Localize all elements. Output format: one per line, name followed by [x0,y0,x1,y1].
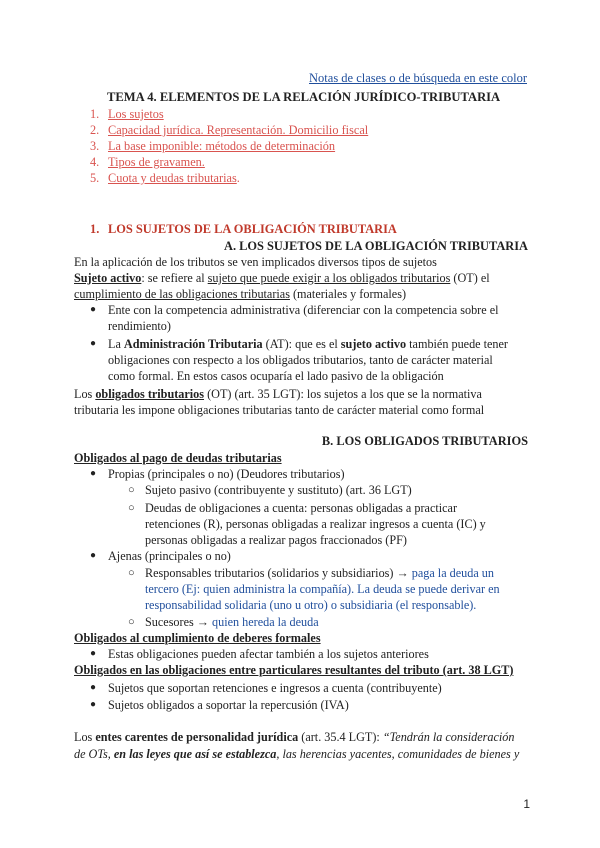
text: Responsables tributarios (solidarios y subsidiarios) [145,566,397,580]
circle-bullet-icon: ○ [128,502,135,514]
header-note: Notas de clases o de búsqueda en este color [309,71,527,85]
toc-number: 3. [90,139,100,153]
sub-bullet-text: retenciones (R), personas obligadas a realizar ingresos a cuenta (IC) y [145,517,486,531]
text: Los [74,730,96,744]
section-number: 1. [90,222,100,236]
class-note: paga la deuda un [408,566,494,580]
text: (art. 35.4 LGT): [298,730,383,744]
text: : se refiere al [141,271,208,285]
heading-obligados-pago: Obligados al pago de deudas tributarias [74,451,282,465]
quote-text: “Tendrán la consideración [382,730,515,744]
bullet-icon: ● [90,699,97,710]
toc-number: 1. [90,107,100,121]
bold-term: Administración Tributaria [123,337,263,351]
intro-paragraph: En la aplicación de los tributos se ven implicados diversos tipos de sujetos [74,255,437,269]
toc-link[interactable]: Capacidad jurídica. Representación. Domicilio fiscal [108,123,369,137]
underlined-text: sujeto que puede exigir a los obligados tributarios [207,271,451,285]
sub-bullet-text [145,565,494,581]
sujeto-activo-line-1 [74,270,490,286]
toc-item-2[interactable] [90,122,368,138]
sujeto-activo-line-2 [74,286,406,302]
circle-bullet-icon: ○ [128,484,135,496]
term-sujeto-activo: Sujeto activo [74,271,142,285]
bold-quote-text: en las leyes que así se establezca [113,747,277,761]
sub-bullet-text: Sujeto pasivo (contribuyente y sustituto) (art. 36 LGT) [145,483,412,497]
toc-item-1[interactable] [90,106,164,122]
subsection-heading-a: A. LOS SUJETOS DE LA OBLIGACIÓN TRIBUTARIA [224,239,528,253]
bullet-icon: ● [90,648,97,659]
bullet-text: obligaciones con respecto a los obligados tributarios, tanto de carácter material [108,353,493,367]
text: también puede tener [406,337,508,351]
arrow-right-icon: → [196,615,209,629]
page-number: 1 [523,797,530,811]
class-note: responsabilidad solidaria (uno u otro) o subsidiaria (el responsable). [145,598,477,612]
bold-term: sujeto activo [340,337,407,351]
circle-bullet-icon: ○ [128,616,135,628]
text: (AT): que es el [262,337,341,351]
entes-paragraph-line-2 [74,746,519,762]
class-note: tercero (Ej: quien administra la compañía). La deuda se puede derivar en [145,582,500,596]
bullet-icon: ● [90,682,97,693]
text: La [108,337,124,351]
toc-number: 2. [90,123,100,137]
toc-item-3[interactable] [90,138,335,154]
bullet-text: rendimiento) [108,319,171,333]
toc-suffix: . [236,171,240,185]
bullet-text: Propias (principales o no) (Deudores tributarios) [108,467,345,481]
subsection-heading-b: B. LOS OBLIGADOS TRIBUTARIOS [321,434,528,448]
bullet-text: Ente con la competencia administrativa (diferenciar con la competencia sobre el [108,303,499,317]
bullet-text: como formal. En estos casos ocuparía el lado pasivo de la obligación [108,369,444,383]
text: Sucesores [145,615,197,629]
bullet-text: Estas obligaciones pueden afectar también a los sujetos anteriores [108,647,429,661]
toc-link[interactable]: Los sujetos [108,107,164,121]
text: Los [74,387,96,401]
page-title: TEMA 4. ELEMENTOS DE LA RELACIÓN JURÍDICO-TRIBUTARIA [107,90,501,104]
bold-term: entes carentes de personalidad jurídica [95,730,299,744]
toc-number: 5. [90,171,100,185]
underlined-text: cumplimiento de las obligaciones tributarias [74,287,290,301]
bullet-text: Sujetos obligados a soportar la repercusión (IVA) [108,698,349,712]
bullet-icon: ● [90,468,97,479]
text: (OT) el [450,271,490,285]
sub-bullet-text [145,614,319,630]
circle-bullet-icon: ○ [128,567,135,579]
sub-bullet-text: personas obligadas a realizar pagos fraccionados (PF) [145,533,407,547]
toc-number: 4. [90,155,100,169]
bullet-icon: ● [90,550,97,561]
bullet-text [108,336,508,352]
quote-text: de OTs, [74,747,114,761]
text: (OT) (art. 35 LGT): los sujetos a los que se la normativa [204,387,482,401]
obligados-paragraph-line-1 [74,386,482,402]
toc-link[interactable]: Tipos de gravamen. [108,155,205,169]
toc-link[interactable]: La base imponible: métodos de determinación [108,139,336,153]
entes-paragraph-line-1 [74,729,514,745]
arrow-right-icon: → [396,566,409,580]
section-title: LOS SUJETOS DE LA OBLIGACIÓN TRIBUTARIA [108,222,397,236]
bullet-text: Ajenas (principales o no) [108,549,231,563]
class-note: quien hereda la deuda [208,615,319,629]
toc-item-5[interactable] [90,170,240,186]
heading-deberes-formales: Obligados al cumplimiento de deberes formales [74,631,321,645]
toc-link[interactable]: Cuota y deudas tributarias [108,171,237,185]
bullet-text: Sujetos que soportan retenciones e ingresos a cuenta (contribuyente) [108,681,442,695]
term-obligados-tributarios: obligados tributarios [95,387,205,401]
quote-text: , las herencias yacentes, comunidades de bienes y [276,747,520,761]
text: (materiales y formales) [289,287,407,301]
obligados-paragraph-line-2: tributaria les impone obligaciones tributarias tanto de carácter material como formal [74,403,485,417]
heading-obligaciones-particulares: Obligados en las obligaciones entre particulares resultantes del tributo (art. 38 LGT) [74,663,514,677]
toc-item-4[interactable] [90,154,205,170]
bullet-icon: ● [90,338,97,349]
bullet-icon: ● [90,304,97,315]
sub-bullet-text: Deudas de obligaciones a cuenta: personas obligadas a practicar [145,501,458,515]
section-heading-1 [90,221,397,237]
